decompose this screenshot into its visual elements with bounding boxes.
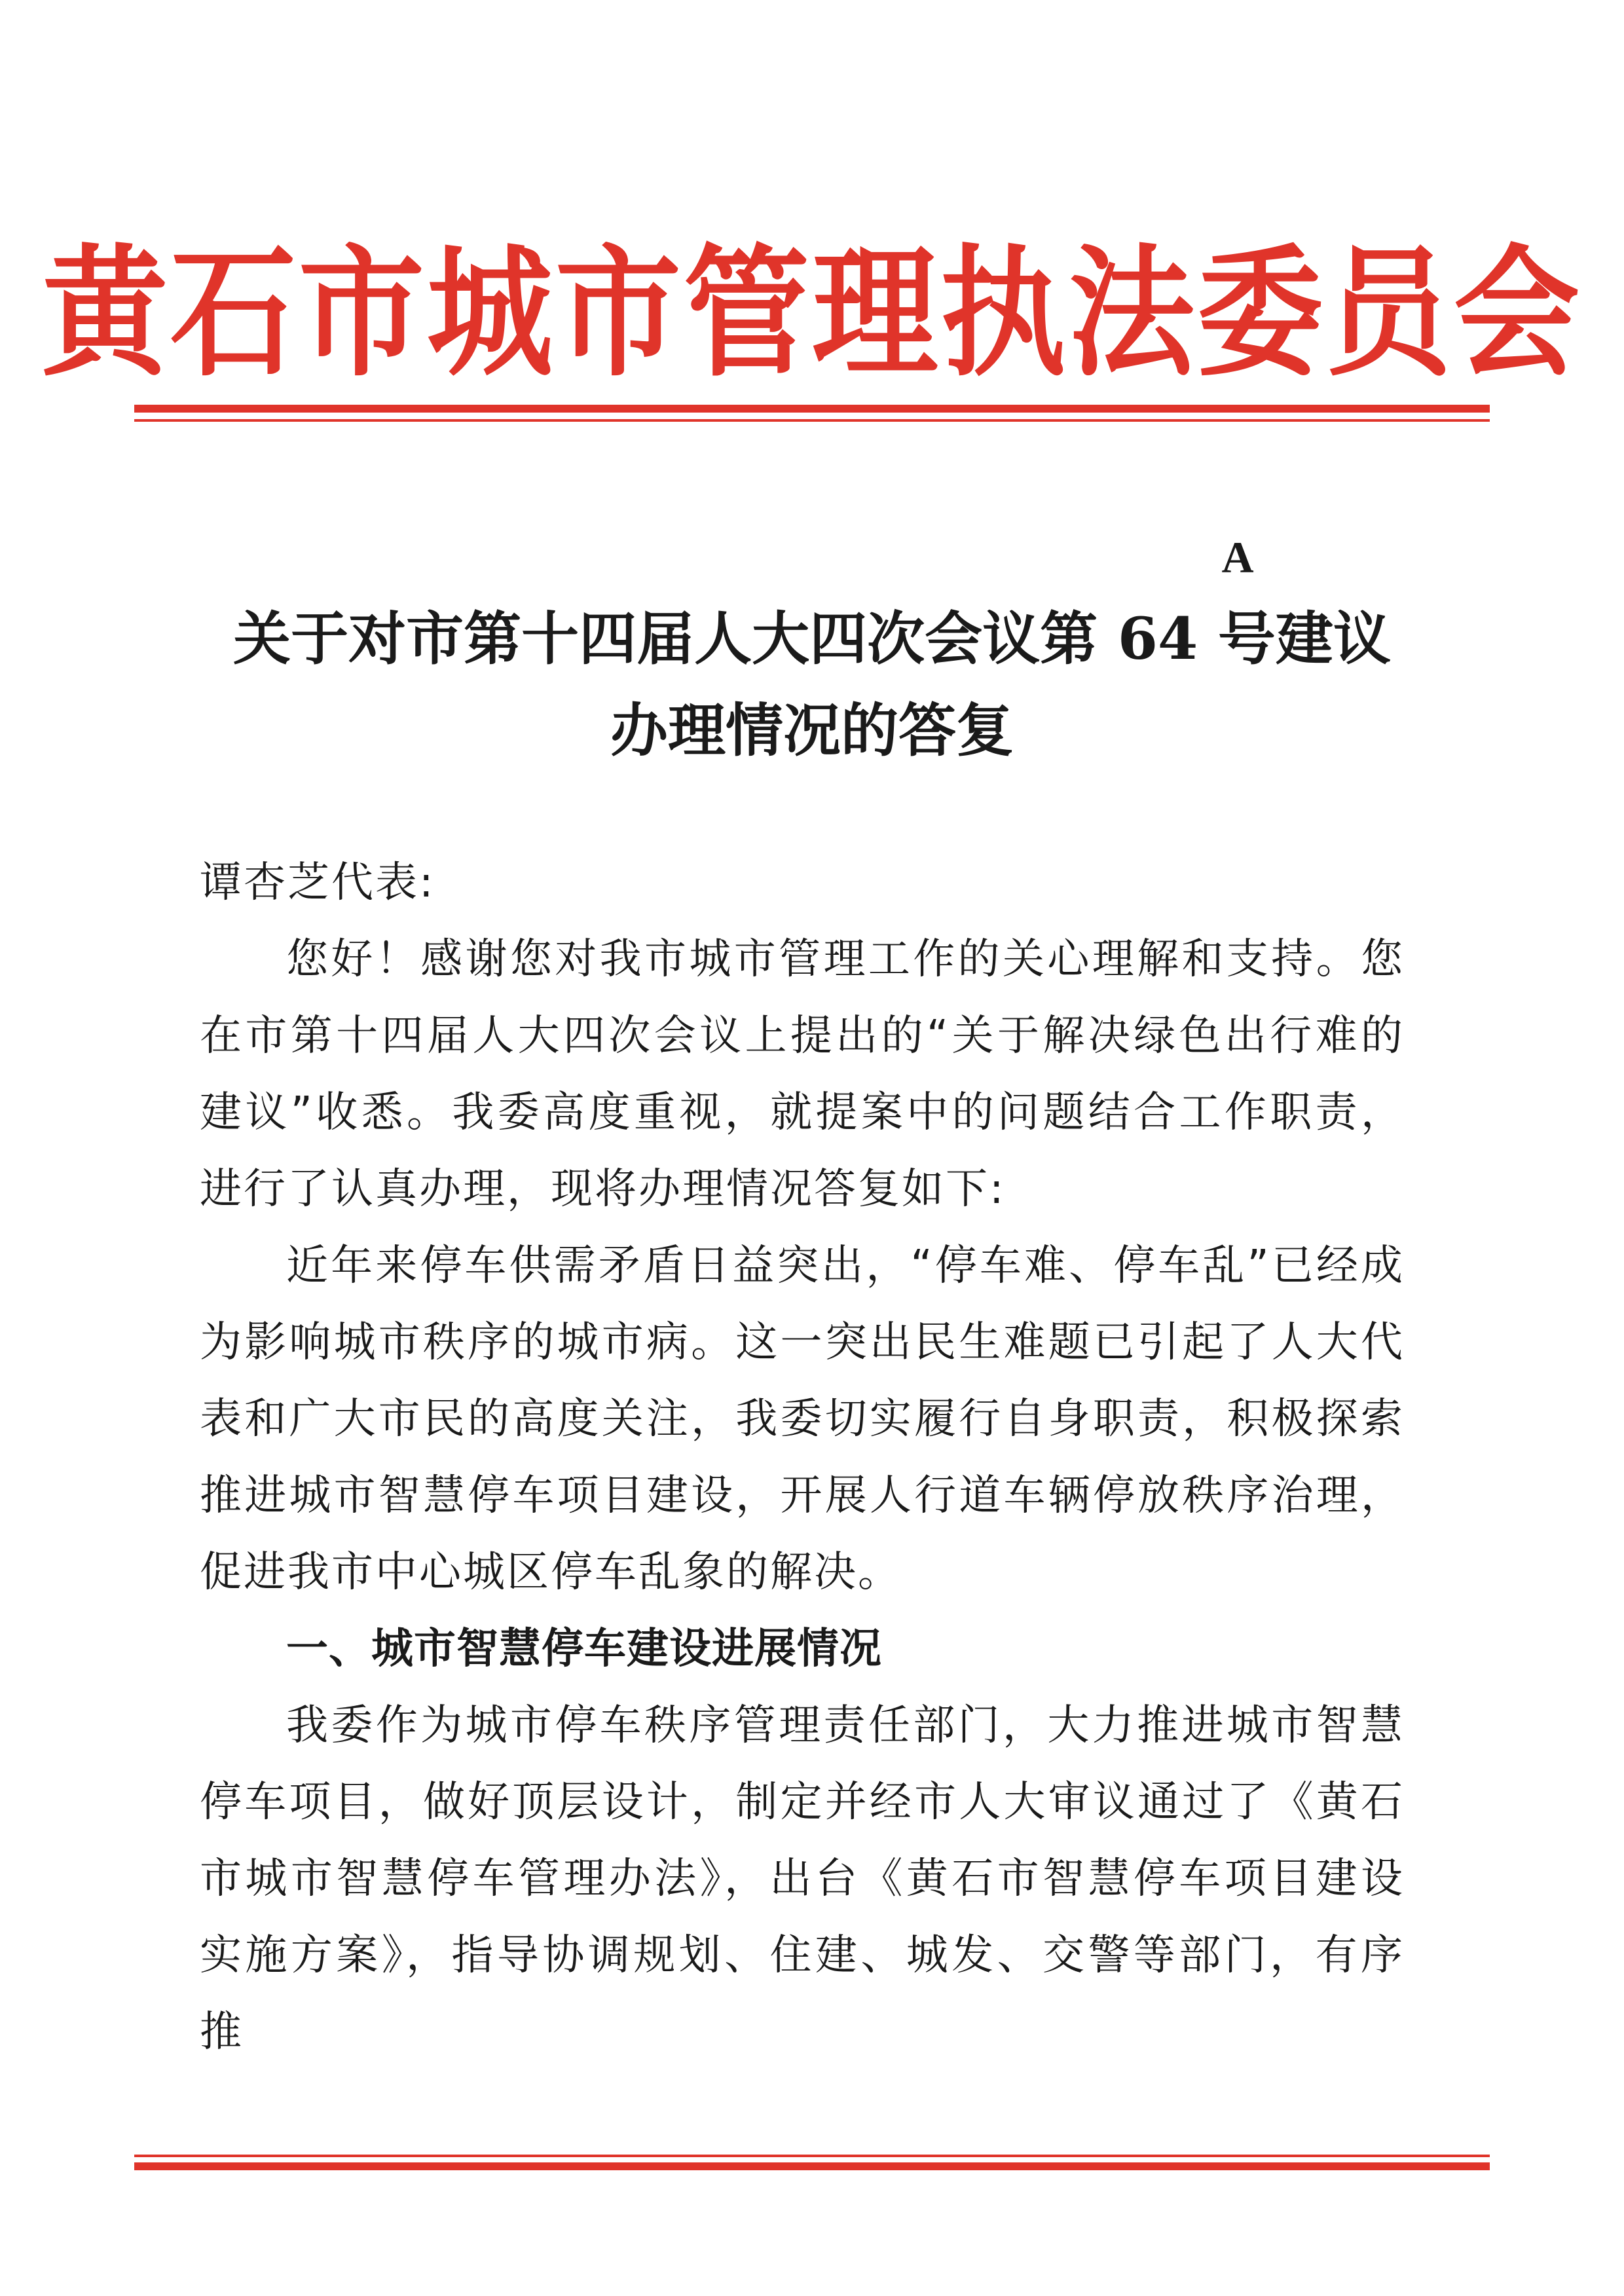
title-line-1: 关于对市第十四届人大四次会议第 64 号建议 [233, 604, 1391, 673]
organization-header: 黄石市城市管理执法委员会 [42, 231, 1582, 396]
footer-rule-thick [134, 2162, 1490, 2170]
header-rule-thick [134, 405, 1490, 413]
section-heading: 一、城市智慧停车建设进展情况 [286, 1625, 882, 1673]
document-body [200, 845, 1405, 2071]
paragraph-1: 您好！感谢您对我市城市管理工作的关心理解和支持。您在市第十四届人大四次会议上提出的“关于解决绿色出行难的建议”收悉。我委高度重视，就提案中的问题结合工作职责，进行了认真办理，现将办理情况答复如下: [200, 935, 1405, 1213]
grade-mark: A [1221, 532, 1254, 582]
document-title [164, 593, 1460, 776]
header-rule-thin [134, 419, 1490, 422]
section-paragraph: 我委作为城市停车秩序管理责任部门，大力推进城市智慧停车项目，做好顶层设计，制定并经市人大审议通过了《黄石市城市智慧停车管理办法》，出台《黄石市智慧停车项目建设实施方案》，指导协调规划、住建、城发、交警等部门，有序推 [200, 1701, 1405, 2056]
salutation: 谭杏芝代表: [200, 859, 435, 907]
title-line-2: 办理情况的答复 [610, 696, 1014, 764]
paragraph-2: 近年来停车供需矛盾日益突出，“停车难、停车乱”已经成为影响城市秩序的城市病。这一突出民生难题已引起了人大代表和广大市民的高度关注，我委切实履行自身职责，积极探索推进城市智慧停车项目建设，开展人行道车辆停放秩序治理，促进我市中心城区停车乱象的解决。 [200, 1242, 1405, 1597]
footer-rule-thin [134, 2155, 1490, 2157]
